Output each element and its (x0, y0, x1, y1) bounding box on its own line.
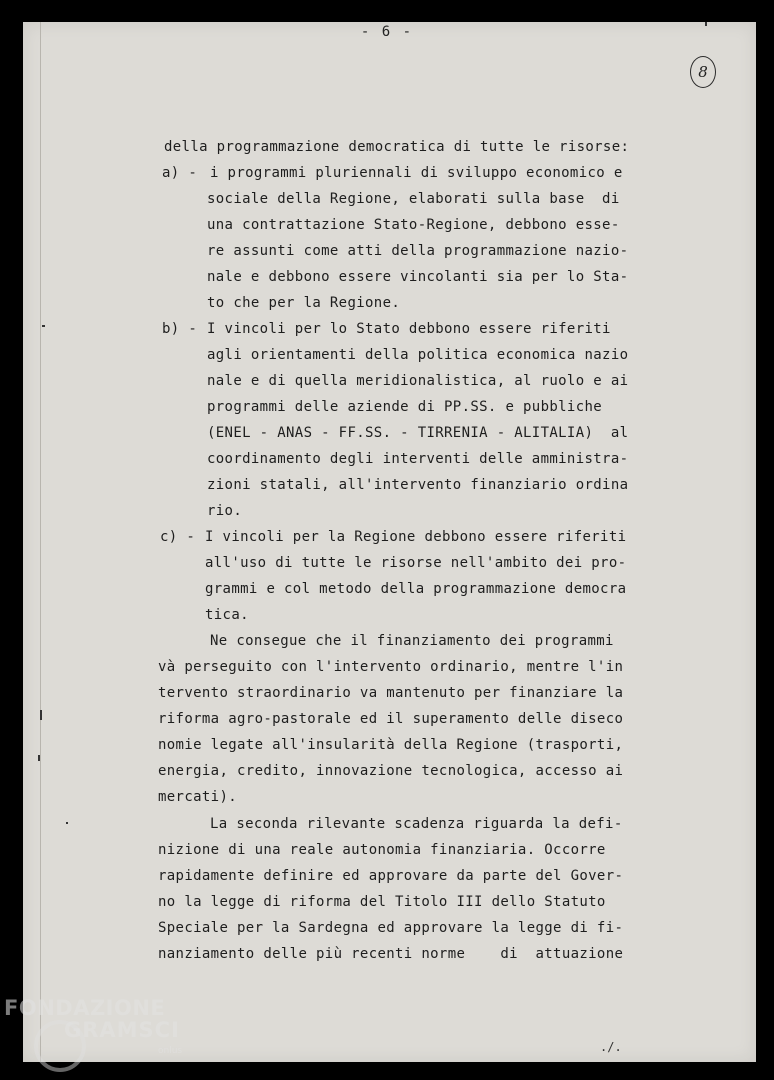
scan-speck (38, 755, 40, 761)
text-line: mercati). (158, 789, 238, 805)
text-line: grammi e col metodo della programmazione democra (205, 581, 627, 597)
text-line: energia, credito, innovazione tecnologica, accesso ai (158, 763, 624, 779)
text-line: all'uso di tutte le risorse nell'ambito dei pro- (205, 555, 627, 571)
text-line: sociale della Regione, elaborati sulla base di (207, 191, 620, 207)
watermark-line3: onlus (158, 1046, 183, 1056)
scan-speck (40, 710, 42, 720)
text-line: tica. (205, 607, 249, 623)
text-line: i programmi pluriennali di sviluppo economico e (210, 165, 623, 181)
text-line: tervento straordinario va mantenuto per finanziare la (158, 685, 624, 701)
text-line: della programmazione democratica di tutte le risorse: (164, 139, 630, 155)
text-line: (ENEL - ANAS - FF.SS. - TIRRENIA - ALITALIA) al (207, 425, 629, 441)
watermark-line2: GRAMSCI (64, 1018, 180, 1042)
text-line: rio. (207, 503, 243, 519)
text-line: nizione di una reale autonomia finanziaria. Occorre (158, 842, 606, 858)
text-line: rapidamente definire ed approvare da parte del Gover- (158, 868, 624, 884)
text-line: una contrattazione Stato-Regione, debbono esse- (207, 217, 620, 233)
page-edge-line (40, 22, 41, 1062)
text-line: coordinamento degli interventi delle amministra- (207, 451, 629, 467)
text-line: nomie legate all'insularità della Regione (trasporti, (158, 737, 624, 753)
handwritten-page-stamp: 8 (690, 56, 716, 88)
text-line: I vincoli per lo Stato debbono essere riferiti (207, 321, 611, 337)
text-line: Speciale per la Sardegna ed approvare la legge di fi- (158, 920, 624, 936)
list-label-a: a) - (162, 165, 198, 181)
text-line: no la legge di riforma del Titolo III dello Statuto (158, 894, 606, 910)
scan-speck (42, 325, 45, 327)
text-line: to che per la Regione. (207, 295, 401, 311)
text-line: programmi delle aziende di PP.SS. e pubbliche (207, 399, 603, 415)
text-line: nale e di quella meridionalistica, al ruolo e ai (207, 373, 629, 389)
watermark (4, 996, 183, 1056)
text-line: nale e debbono essere vincolanti sia per lo Sta- (207, 269, 629, 285)
continuation-mark: ./. (600, 1040, 622, 1054)
paragraph-start: La seconda rilevante scadenza riguarda la defi- (210, 816, 623, 832)
watermark-line1: FONDAZIONE (4, 996, 166, 1020)
text-line: re assunti come atti della programmazione nazio- (207, 243, 629, 259)
text-line: zioni statali, all'intervento finanziario ordina (207, 477, 629, 493)
list-label-b: b) - (162, 321, 198, 337)
list-label-c: c) - (160, 529, 196, 545)
paragraph-start: Ne consegue che il finanziamento dei programmi (210, 633, 614, 649)
text-line: và perseguito con l'intervento ordinario, mentre l'in (158, 659, 624, 675)
scan-speck (705, 22, 707, 26)
page-number: - 6 - (360, 24, 414, 40)
text-line: riforma agro-pastorale ed il superamento delle diseco (158, 711, 624, 727)
text-line: nanziamento delle più recenti norme di attuazione (158, 946, 624, 962)
text-line: agli orientamenti della politica economica nazio (207, 347, 629, 363)
scan-speck (66, 822, 68, 824)
text-line: I vincoli per la Regione debbono essere riferiti (205, 529, 627, 545)
